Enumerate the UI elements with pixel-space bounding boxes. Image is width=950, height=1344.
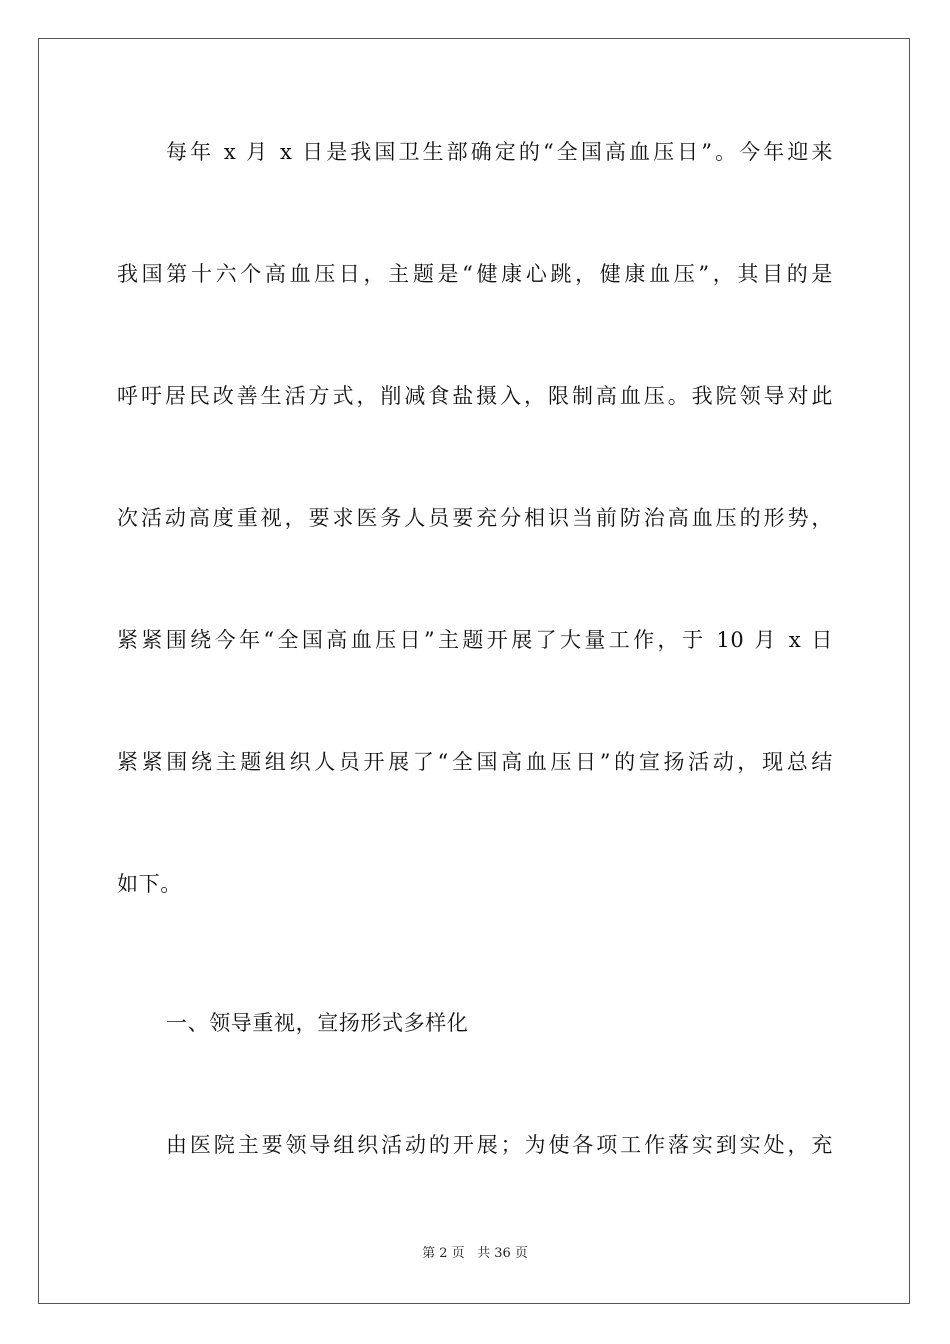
paragraph-line: 次活动高度重视，要求医务人员要充分相识当前防治高血压的形势， bbox=[117, 506, 833, 530]
page-number: 第 2 页 bbox=[422, 1246, 465, 1261]
paragraph-line: 呼吁居民改善生活方式，削减食盐摄入，限制高血压。我院领导对此 bbox=[117, 384, 833, 408]
section-heading: 一、领导重视，宣扬形式多样化 bbox=[166, 1011, 469, 1035]
paragraph-line: 如下。 bbox=[117, 872, 182, 896]
paragraph-line: 我国第十六个高血压日，主题是“健康心跳，健康血压”，其目的是 bbox=[117, 262, 833, 286]
page-total: 共 36 页 bbox=[477, 1246, 528, 1261]
paragraph-line: 紧紧围绕主题组织人员开展了“全国高血压日”的宣扬活动，现总结 bbox=[117, 750, 833, 774]
paragraph-line: 紧紧围绕今年“全国高血压日”主题开展了大量工作，于 10 月 x 日 bbox=[117, 628, 833, 652]
paragraph-line: 由医院主要领导组织活动的开展；为使各项工作落实到实处，充 bbox=[166, 1133, 833, 1157]
page-footer bbox=[0, 1245, 950, 1263]
page-border bbox=[38, 38, 910, 1304]
paragraph-line: 每年 x 月 x 日是我国卫生部确定的“全国高血压日”。今年迎来 bbox=[166, 140, 833, 164]
